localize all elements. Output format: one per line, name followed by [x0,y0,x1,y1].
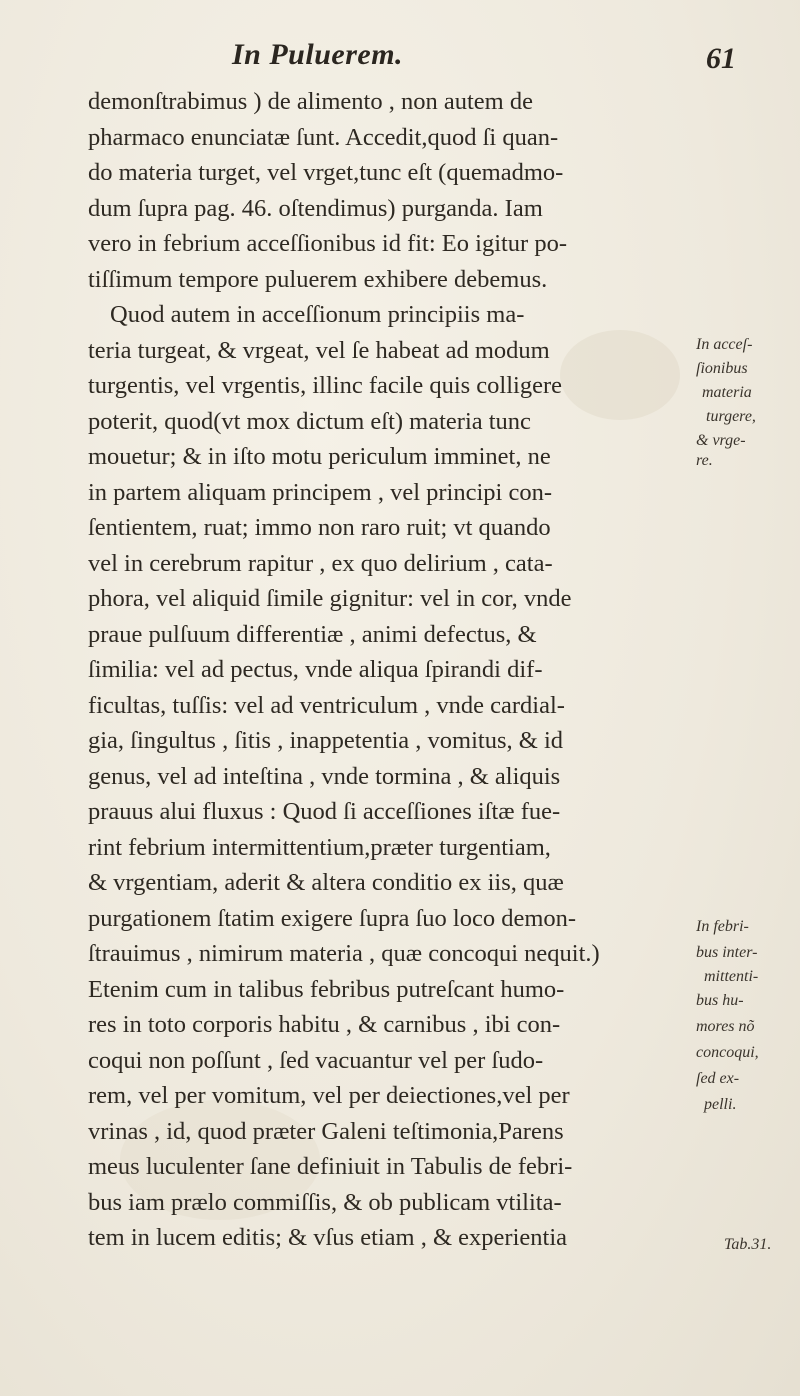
catchword: Tab.31. [724,1236,772,1253]
text-line: dum ſupra pag. 46. oſtendimus) purganda. Iam [88,194,543,222]
text-line: demonſtrabimus ) de alimento , non autem de [88,88,533,115]
text-line: praue pulſuum differentiæ , animi defectus, & [88,620,537,648]
margin-note: mores nõ [696,1018,755,1035]
text-line: do materia turget, vel vrget,tunc eſt (quemadmo- [88,159,564,186]
text-line: poterit, quod(vt mox dictum eſt) materia tunc [88,407,531,435]
margin-note: mittenti- [704,968,759,985]
margin-note: pelli. [704,1096,737,1113]
text-line: ſentientem, ruat; immo non raro ruit; vt quando [88,514,551,541]
page-header [0,38,800,88]
margin-note: In febri- [696,918,749,935]
text-line: genus, vel ad inteſtina , vnde tormina , & aliquis [88,762,561,790]
text-line: tem in lucem editis; & vſus etiam , & experientia [88,1224,567,1251]
margin-note: bus hu- [696,992,744,1009]
text-line: mouetur; & in iſto motu periculum imminet, ne [88,443,551,470]
margin-note: In acceſ- [696,336,753,353]
text-line: bus iam prælo commiſſis, & ob publicam vtilita- [88,1188,562,1216]
text-line: Etenim cum in talibus febribus putreſcant humo- [88,975,565,1003]
text-line: purgationem ſtatim exigere ſupra ſuo loco demon- [88,904,577,932]
text-line: & vrgentiam, aderit & altera conditio ex iis, quæ [88,869,564,896]
text-line: teria turgeat, & vrgeat, vel ſe habeat ad modum [88,336,550,364]
text-line: vero in febrium acceſſionibus id fit: Eo igitur po- [88,230,567,257]
text-line: meus luculenter ſane definiuit in Tabulis de febri- [88,1153,573,1180]
text-line: coqui non poſſunt , ſed vacuantur vel per ſudo- [88,1046,544,1074]
margin-note: materia [702,384,752,401]
text-line: turgentis, vel vrgentis, illinc facile quis colligere [88,372,563,399]
text-line: pharmaco enunciatæ ſunt. Accedit,quod ſi quan- [88,123,559,151]
main-text-block [88,84,668,1256]
margin-note: ſed ex- [696,1070,740,1087]
running-head: In Puluerem. [232,38,404,71]
text-line: vrinas , id, quod præter Galeni teſtimonia,Parens [88,1117,564,1145]
text-line: rem, vel per vomitum, vel per deiectiones,vel per [88,1082,570,1109]
margin-note: bus inter- [696,944,758,961]
text-line: res in toto corporis habitu , & carnibus , ibi con- [88,1011,561,1038]
text-line: Quod autem in acceſſionum principiis ma- [110,301,525,328]
text-line: in partem aliquam principem , vel principi con- [88,478,552,506]
page-number: 61 [706,42,736,75]
margin-note: re. [696,452,713,469]
text-line: ſtrauimus , nimirum materia , quæ concoqui nequit.) [88,940,600,967]
text-line: tiſſimum tempore puluerem exhibere debemus. [88,265,548,293]
text-line: gia, ſingultus , ſitis , inappetentia , vomitus, & id [88,727,563,754]
text-line: prauus alui fluxus : Quod ſi acceſſiones iſtæ fue- [88,798,561,825]
margin-note: concoqui, [696,1044,759,1061]
margin-note: ſionibus [696,360,748,377]
margin-note: & vrge- [696,432,746,449]
text-line: ficultas, tuſſis: vel ad ventriculum , vnde cardial- [88,691,565,719]
text-line: rint febrium intermittentium,præter turgentiam, [88,833,551,861]
margin-note: turgere, [706,408,756,425]
text-line: vel in cerebrum rapitur , ex quo delirium , cata- [88,549,553,577]
text-line: ſimilia: vel ad pectus, vnde aliqua ſpirandi dif- [88,656,543,683]
text-line: phora, vel aliquid ſimile gignitur: vel in cor, vnde [88,585,572,612]
